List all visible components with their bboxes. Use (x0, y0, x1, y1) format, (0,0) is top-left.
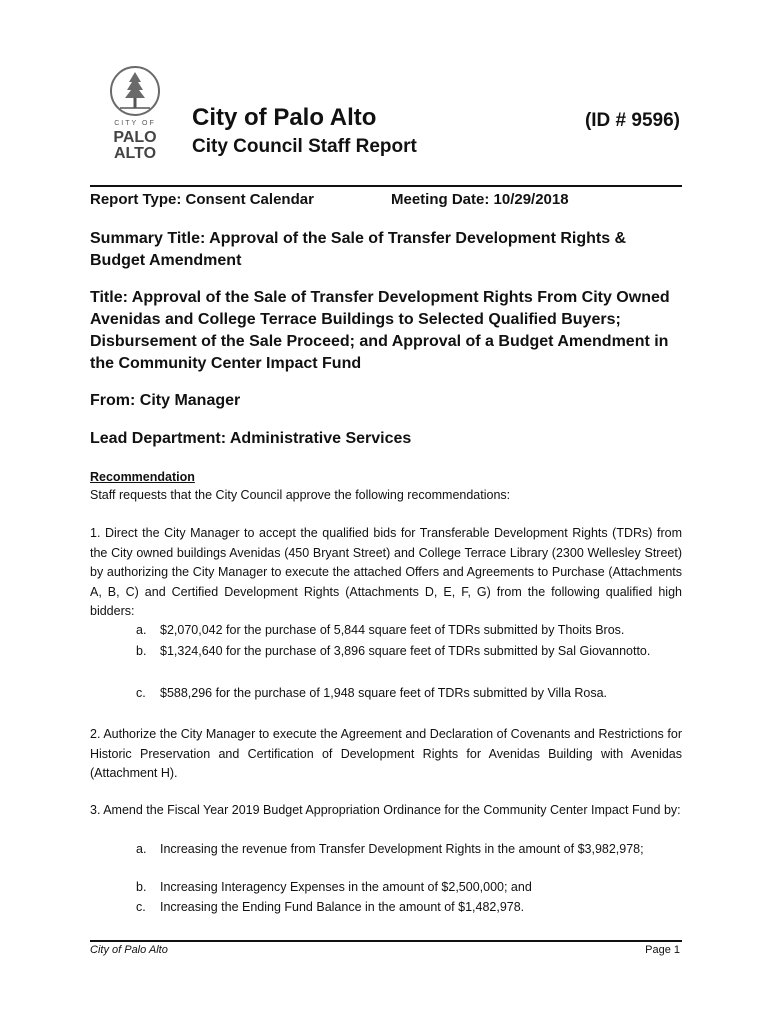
report-title: Title: Approval of the Sale of Transfer Development Rights From City Owned Avenidas and College Terrace Buildings to Selected Qualified Buyers; Disbursement of the Sale Proceed; and Approval of a Budget Amendment in the Community Center Impact Fund (90, 289, 670, 372)
recommendation-item-2: 2. Authorize the City Manager to execute the Agreement and Declaration of Covenants and Restrictions for Historic Preservation and Certification of Development Rights for Avenidas Building with Avenidas (Attachment H). (90, 727, 682, 780)
recommendation-item-1: 1. Direct the City Manager to accept the qualified bids for Transferable Development Rights (TDRs) from the City owned buildings Avenidas (450 Bryant Street) and College Terrace Library (2300 Wellesley Street) by authorizing the City Manager to execute the attached Offers and Agreements to Purchase (Attachments A, B, C) and Certified Development Rights (Attachments D, E, F, G) from the following qualified high bidders: (90, 526, 682, 618)
page-number: Page 1 (645, 944, 680, 956)
list-item-text: Increasing the revenue from Transfer Development Rights in the amount of $3,982,978; (160, 842, 644, 856)
report-subtitle: City Council Staff Report (192, 136, 417, 157)
list-item-letter: a. (136, 623, 147, 637)
list-item-text: Increasing Interagency Expenses in the amount of $2,500,000; and (160, 880, 532, 894)
list-item-text: $2,070,042 for the purchase of 5,844 square feet of TDRs submitted by Thoits Bros. (160, 623, 625, 637)
footer-divider (90, 940, 682, 942)
recommendation-item-3: 3. Amend the Fiscal Year 2019 Budget Appropriation Ordinance for the Community Center Impact Fund by: (90, 803, 681, 817)
list-item-text: $588,296 for the purchase of 1,948 square feet of TDRs submitted by Villa Rosa. (160, 686, 608, 700)
tree-icon (110, 66, 160, 116)
footer-org: City of Palo Alto (90, 944, 168, 956)
list-item-text: Increasing the Ending Fund Balance in the amount of $1,482,978. (160, 900, 525, 914)
list-item-letter: c. (136, 686, 146, 700)
lead-department: Lead Department: Administrative Services (90, 430, 412, 447)
logo-city-of: CITY OF (114, 120, 156, 127)
logo-alto: ALTO (113, 145, 157, 162)
list-item-text: $1,324,640 for the purchase of 3,896 square feet of TDRs submitted by Sal Giovannotto. (160, 644, 651, 658)
report-id: (ID # 9596) (584, 110, 680, 131)
org-title: City of Palo Alto (192, 104, 377, 131)
report-type: Report Type: Consent Calendar (90, 191, 314, 208)
list-item-letter: b. (136, 644, 147, 658)
list-item-letter: b. (136, 880, 147, 894)
list-item-letter: a. (136, 842, 147, 856)
summary-title: Summary Title: Approval of the Sale of Transfer Development Rights & Budget Amendment (90, 230, 627, 269)
recommendation-heading: Recommendation (90, 470, 195, 484)
logo-palo: PALO (113, 129, 157, 146)
from-line: From: City Manager (90, 392, 241, 409)
meeting-date: Meeting Date: 10/29/2018 (391, 191, 569, 208)
list-item-letter: c. (136, 900, 146, 914)
recommendation-intro: Staff requests that the City Council approve the following recommendations: (90, 488, 511, 502)
city-logo (100, 66, 170, 162)
header-divider (90, 185, 682, 187)
